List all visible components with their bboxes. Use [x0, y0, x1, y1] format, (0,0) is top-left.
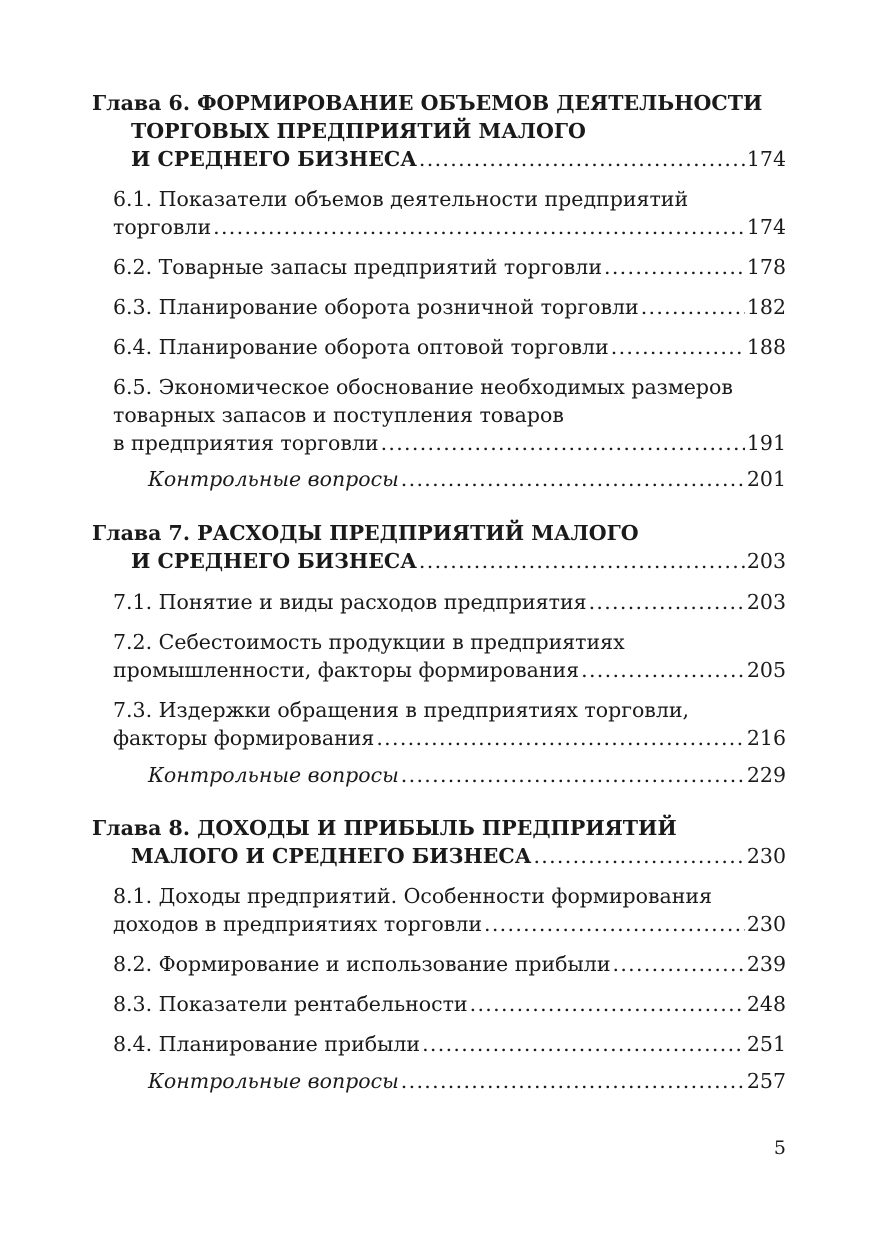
control-questions-text: Контрольные вопросы [148, 763, 399, 787]
toc-entry-chapter-6[interactable] [131, 145, 786, 173]
section-title-text: 7.2. Себестоимость продукции в предприятиях [113, 630, 625, 654]
dot-leader [422, 1030, 745, 1058]
toc-entry-control-questions-7[interactable] [148, 761, 786, 789]
chapter-6-title-line-2 [131, 117, 786, 145]
chapter-title-text: Глава 7. РАСХОДЫ ПРЕДПРИЯТИЙ МАЛОГО [92, 521, 639, 545]
dot-leader [419, 547, 745, 575]
toc-entry-section-7-1[interactable] [113, 588, 786, 616]
section-title-text: промышленности, факторы формирования [113, 658, 580, 682]
page-number: 5 [773, 1137, 786, 1159]
page-ref: 203 [746, 590, 786, 614]
page-ref: 230 [746, 912, 786, 936]
section-title-text: в предприятия торговли [113, 431, 379, 455]
control-questions-text: Контрольные вопросы [148, 1069, 399, 1093]
dot-leader [376, 724, 745, 752]
page-ref: 201 [746, 467, 786, 491]
dot-leader [604, 253, 745, 281]
dot-leader [611, 333, 745, 361]
dot-leader [470, 990, 745, 1018]
page-ref: 248 [746, 992, 786, 1016]
section-title-text: 6.5. Экономическое обоснование необходимых размеров [113, 375, 733, 399]
dot-leader [484, 910, 745, 938]
toc-entry-section-7-2[interactable] [113, 656, 786, 684]
section-title-text: 8.1. Доходы предприятий. Особенности формирования [113, 884, 713, 908]
dot-leader [381, 429, 745, 457]
page-ref: 174 [746, 215, 786, 239]
dot-leader [401, 1067, 745, 1095]
page-ref: 230 [746, 844, 786, 868]
dot-leader [613, 950, 745, 978]
toc-entry-control-questions-8[interactable] [148, 1067, 786, 1095]
toc-entry-section-6-1[interactable] [113, 213, 786, 241]
section-title-text: 7.1. Понятие и виды расходов предприятия [113, 590, 587, 614]
section-title-text: 6.1. Показатели объемов деятельности предприятий [113, 187, 689, 211]
section-title-text: 6.2. Товарные запасы предприятий торговли [113, 255, 602, 279]
chapter-7-title-line-1 [92, 519, 786, 547]
toc-entry-section-6-3[interactable] [113, 293, 786, 321]
page-ref: 203 [746, 549, 786, 573]
dot-leader [213, 213, 745, 241]
section-title-text: факторы формирования [113, 726, 375, 750]
section-title-text: 7.3. Издержки обращения в предприятиях торговли, [113, 698, 690, 722]
page-ref: 216 [746, 726, 786, 750]
page-ref: 182 [746, 295, 786, 319]
toc-entry-control-questions-6[interactable] [148, 465, 786, 493]
page-ref: 174 [746, 147, 786, 171]
page-ref: 178 [746, 255, 786, 279]
control-questions-text: Контрольные вопросы [148, 467, 399, 491]
dot-leader [641, 293, 745, 321]
section-8-1-line-1 [113, 882, 786, 910]
dot-leader [589, 588, 745, 616]
toc-entry-section-6-4[interactable] [113, 333, 786, 361]
toc-entry-chapter-7[interactable] [131, 547, 786, 575]
toc-entry-section-8-3[interactable] [113, 990, 786, 1018]
page-ref: 257 [746, 1069, 786, 1093]
section-title-text: торговли [113, 215, 212, 239]
chapter-title-text: Глава 6. ФОРМИРОВАНИЕ ОБЪЕМОВ ДЕЯТЕЛЬНОСТИ [92, 91, 763, 115]
page-ref: 239 [746, 952, 786, 976]
dot-leader [533, 842, 744, 870]
chapter-title-text: И СРЕДНЕГО БИЗНЕСА [131, 549, 417, 573]
toc-entry-section-8-1[interactable] [113, 910, 786, 938]
toc-entry-section-6-5[interactable] [113, 429, 786, 457]
page-ref: 251 [746, 1032, 786, 1056]
section-6-1-line-1 [113, 185, 786, 213]
chapter-6-title-line-1 [92, 89, 786, 117]
section-title-text: доходов в предприятиях торговли [113, 912, 482, 936]
chapter-title-text: МАЛОГО И СРЕДНЕГО БИЗНЕСА [131, 844, 532, 868]
chapter-title-text: Глава 8. ДОХОДЫ И ПРИБЫЛЬ ПРЕДПРИЯТИЙ [92, 816, 677, 840]
section-6-5-line-2 [113, 401, 786, 429]
section-title-text: 8.4. Планирование прибыли [113, 1032, 421, 1056]
section-title-text: 8.2. Формирование и использование прибыли [113, 952, 611, 976]
section-title-text: товарных запасов и поступления товаров [113, 403, 564, 427]
toc-entry-section-8-4[interactable] [113, 1030, 786, 1058]
page-ref: 191 [746, 431, 786, 455]
section-7-3-line-1 [113, 696, 786, 724]
toc-entry-section-7-3[interactable] [113, 724, 786, 752]
section-title-text: 8.3. Показатели рентабельности [113, 992, 468, 1016]
dot-leader [419, 145, 745, 173]
dot-leader [401, 465, 745, 493]
page-ref: 188 [746, 335, 786, 359]
toc-entry-section-6-2[interactable] [113, 253, 786, 281]
chapter-title-text: И СРЕДНЕГО БИЗНЕСА [131, 147, 417, 171]
chapter-title-text: ТОРГОВЫХ ПРЕДПРИЯТИЙ МАЛОГО [131, 119, 586, 143]
section-title-text: 6.4. Планирование оборота оптовой торговли [113, 335, 609, 359]
dot-leader [401, 761, 745, 789]
page-ref: 229 [746, 763, 786, 787]
dot-leader [581, 656, 745, 684]
chapter-8-title-line-1 [92, 814, 786, 842]
toc-entry-section-8-2[interactable] [113, 950, 786, 978]
page-ref: 205 [746, 658, 786, 682]
section-7-2-line-1 [113, 628, 786, 656]
section-6-5-line-1 [113, 373, 786, 401]
toc-entry-chapter-8[interactable] [131, 842, 786, 870]
section-title-text: 6.3. Планирование оборота розничной торговли [113, 295, 639, 319]
